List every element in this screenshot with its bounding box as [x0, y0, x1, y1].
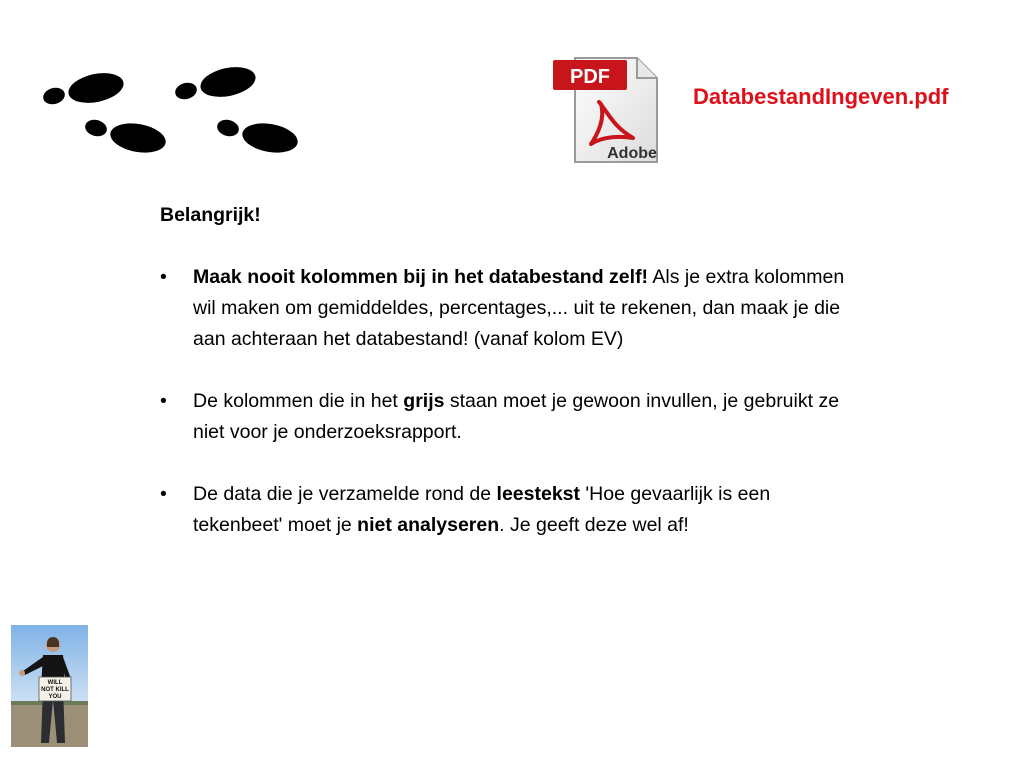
bullet-3-bold-2: niet analyseren — [357, 514, 500, 536]
footprints-icon — [38, 60, 303, 160]
bullet-1-bold: Maak nooit kolommen bij in het databestand zelf! — [193, 266, 649, 288]
heading-belangrijk: Belangrijk! — [160, 204, 261, 226]
bullet-list — [160, 262, 860, 541]
sign-line-2: NOT KILL — [41, 687, 69, 693]
bullet-3-bold-1: leestekst — [496, 483, 581, 505]
bullet-2-bold: grijs — [403, 390, 445, 412]
bullet-2-pre: De kolommen die in het — [193, 390, 404, 412]
pdf-brand-label: Adobe — [607, 145, 657, 162]
bullet-3-mid: 'Hoe gevaarlijk is een tekenbeet' moet je — [193, 483, 771, 536]
pdf-file-icon[interactable] — [551, 54, 661, 166]
bullet-item-2 — [160, 386, 853, 448]
sign-line-3: YOU — [48, 694, 62, 700]
pdf-label: PDF — [570, 66, 610, 88]
bullet-2-text: staan moet je gewoon invullen, je gebruikt ze niet voor je onderzoeksrapport. — [193, 390, 840, 443]
bullet-1-text: Als je extra kolommen wil maken om gemiddeldes, percentages,... uit te rekenen, dan maak je die aan achteraan het databestand! (vanaf kolom EV) — [193, 266, 845, 350]
pdf-download-link[interactable]: DatabestandIngeven.pdf — [693, 84, 949, 109]
bullet-icon: • — [160, 266, 167, 288]
bullet-icon: • — [160, 390, 167, 412]
hitchhiker-photo — [11, 625, 88, 747]
bullet-3-text: . Je geeft deze wel af! — [499, 514, 689, 536]
bullet-icon: • — [160, 483, 167, 505]
bullet-item-1 — [160, 262, 853, 355]
slide-body — [160, 200, 860, 572]
bullet-3-pre: De data die je verzamelde rond de — [193, 483, 497, 505]
bullet-item-3 — [160, 479, 853, 541]
sign-line-1: WILL — [47, 680, 63, 686]
